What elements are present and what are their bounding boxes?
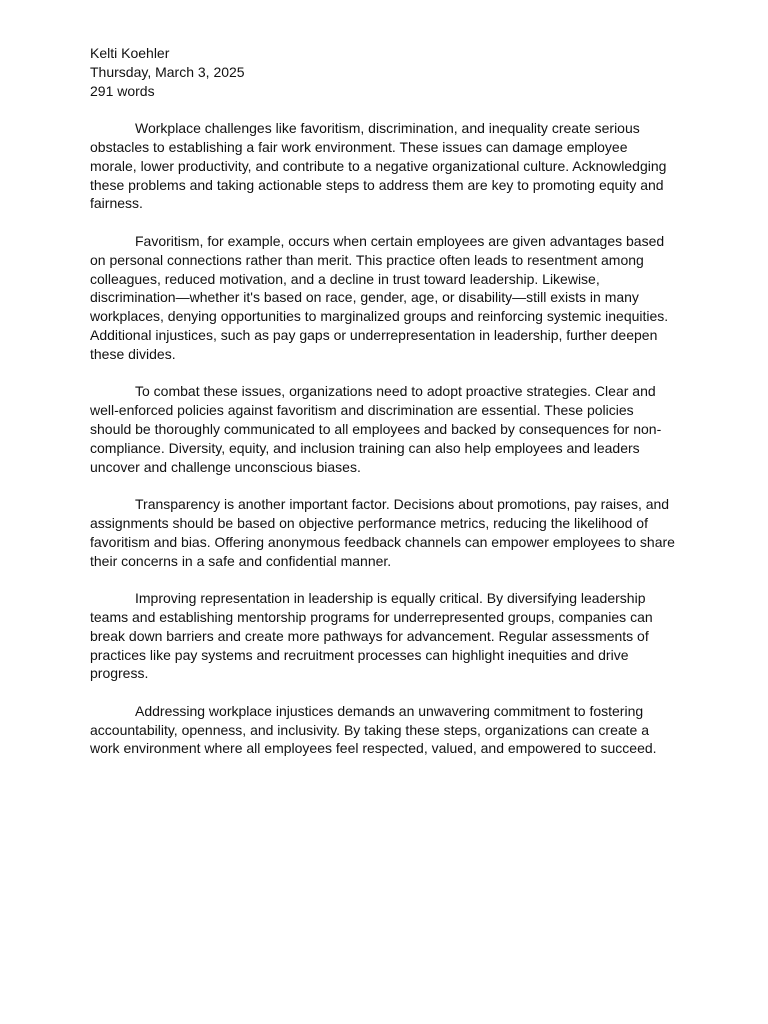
document-header bbox=[90, 44, 678, 100]
document-body bbox=[90, 119, 678, 758]
paragraph-4: Transparency is another important factor. Decisions about promotions, pay raises, and assignments should be based on objective performance metrics, reducing the likelihood of favoritism and bias. Offering anonymous feedback channels can empower employees to share their concerns in a safe and confidential manner. bbox=[90, 496, 675, 569]
author-name: Kelti Koehler bbox=[90, 45, 170, 61]
word-count: 291 words bbox=[90, 82, 155, 99]
document-date: Thursday, March 3, 2025 bbox=[90, 63, 245, 80]
paragraph-1: Workplace challenges like favoritism, discrimination, and inequality create serious obstacles to establishing a fair work environment. These issues can damage employee morale, lower productivity, and contribute to a negative organizational culture. Acknowledging these problems and taking actionable steps to address them are key to promoting equity and fairness. bbox=[90, 120, 667, 212]
paragraph-3: To combat these issues, organizations need to adopt proactive strategies. Clear and well-enforced policies against favoritism and discrimination are essential. These policies should be thoroughly communicated to all employees and backed by consequences for non-compliance. Diversity, equity, and inclusion training can also help employees and leaders uncover and challenge unconscious biases. bbox=[90, 383, 662, 475]
paragraph-6: Addressing workplace injustices demands an unwavering commitment to fostering accountability, openness, and inclusivity. By taking these steps, organizations can create a work environment where all employees feel respected, valued, and empowered to succeed. bbox=[90, 702, 657, 757]
paragraph-2: Favoritism, for example, occurs when certain employees are given advantages based on personal connections rather than merit. This practice often leads to resentment among colleagues, reduced motivation, and a decline in trust toward leadership. Likewise, discrimination—whether it's based on race, gender, age, or disability—still exists in many workplaces, denying opportunities to marginalized groups and reinforcing systemic inequities. Additional injustices, such as pay gaps or underrepresentation in leadership, further deepen these divides. bbox=[90, 232, 669, 362]
paragraph-5: Improving representation in leadership is equally critical. By diversifying leadership teams and establishing mentorship programs for underrepresented groups, companies can break down barriers and create more pathways for advancement. Regular assessments of practices like pay systems and recruitment processes can highlight inequities and drive progress. bbox=[90, 590, 653, 682]
